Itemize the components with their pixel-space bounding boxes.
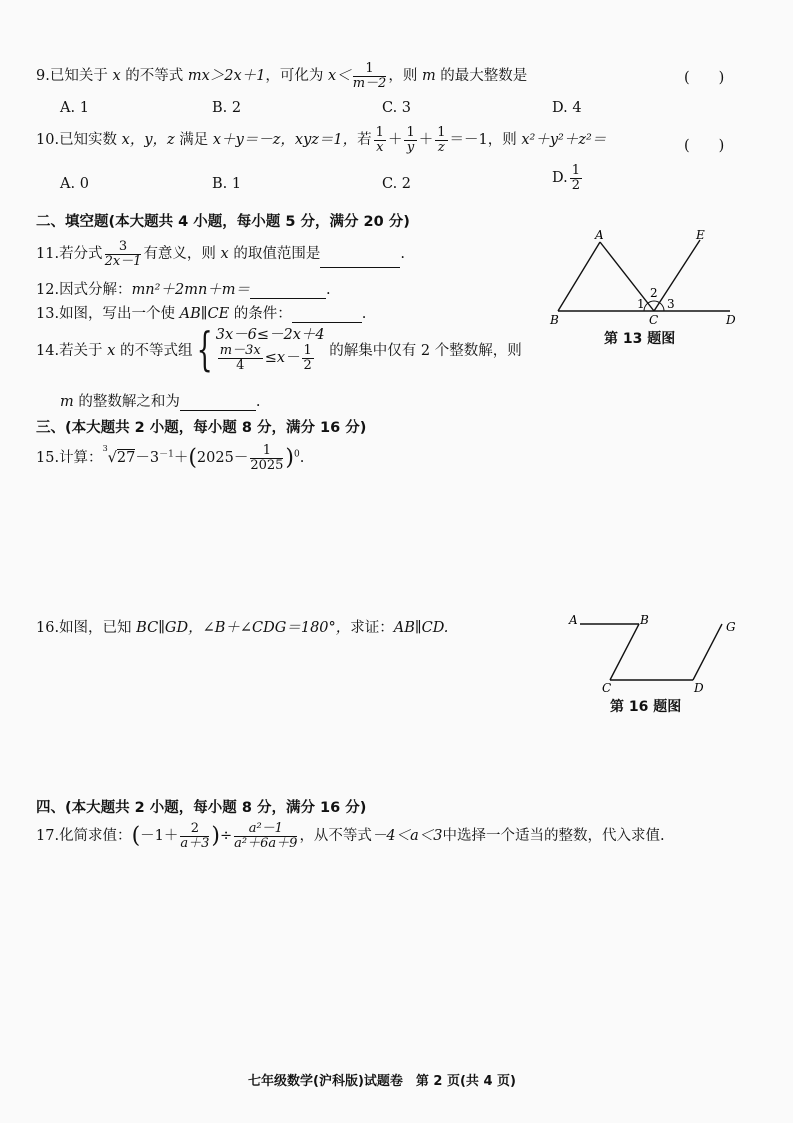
denominator: a＋3 — [180, 835, 210, 851]
section-heading: 四、(本大题共 2 小题，每小题 8 分，满分 16 分) — [36, 800, 367, 816]
figure-13-caption: 第 13 题图 — [604, 331, 676, 347]
fraction — [218, 344, 263, 372]
inequality-row-1: 3x－6≤－2x＋4 — [215, 327, 325, 343]
label-d: D — [726, 313, 736, 327]
expression: mn²＋2mn＋m＝ — [131, 282, 251, 298]
option-d[interactable] — [552, 164, 584, 192]
option-c[interactable]: C. 3 — [382, 100, 412, 116]
denominator: 2 — [571, 177, 580, 193]
exponent: －1 — [159, 449, 174, 460]
numerator: m－3x — [219, 343, 261, 359]
condition: x＋y＝－z，xyz＝1， — [212, 132, 358, 149]
label-b: B — [550, 313, 559, 327]
radical-icon: √ — [107, 450, 117, 467]
operator: ＋ — [387, 132, 403, 149]
section-heading: 三、(本大题共 2 小题，每小题 8 分，满分 16 分) — [36, 420, 367, 436]
question-17 — [36, 822, 665, 850]
expression: ≤x－ — [264, 350, 300, 367]
inequality: mx＞2x＋1 — [187, 68, 266, 85]
relation: AB∥CE — [179, 306, 230, 322]
question-text: ，可化为 — [265, 68, 324, 85]
denominator: 2 — [303, 357, 312, 373]
label-a: A — [569, 613, 578, 627]
angle-label-2: 2 — [650, 286, 658, 300]
question-11 — [36, 240, 405, 268]
question-text: 已知实数 — [59, 132, 118, 149]
numerator: 1 — [353, 62, 387, 77]
variable: m — [60, 394, 74, 410]
question-text: ，从不等式 — [299, 828, 372, 845]
fraction — [180, 822, 209, 850]
question-text: 的整数解之和为 — [78, 394, 180, 410]
paren: ) — [285, 445, 295, 471]
question-number: 14. — [36, 342, 60, 359]
left-brace: { — [197, 322, 214, 377]
denominator: x — [376, 139, 384, 155]
option-a[interactable]: A. 1 — [60, 100, 89, 116]
question-text: ＝－1，则 — [449, 132, 517, 149]
segment-ab — [558, 242, 600, 311]
question-text: 若分式 — [59, 246, 103, 263]
fraction — [250, 444, 283, 472]
answer-blank[interactable] — [180, 396, 256, 411]
question-14 — [36, 322, 522, 377]
question-text: 的取值范围是 — [233, 246, 321, 263]
expression: －1＋ — [140, 828, 179, 845]
numerator: 1 — [571, 163, 580, 178]
answer-paren[interactable]: ( ) — [684, 70, 725, 86]
question-10 — [36, 126, 606, 154]
radicand: 27 — [116, 450, 136, 467]
label-e: E — [696, 228, 705, 242]
question-number: 12. — [36, 282, 60, 298]
answer-blank[interactable] — [320, 253, 400, 268]
angle-label-1: 1 — [637, 297, 645, 311]
question-number: 10. — [36, 132, 60, 149]
question-12 — [36, 278, 331, 299]
numerator: 3 — [105, 240, 142, 255]
expression: －3 — [135, 450, 160, 467]
question-14-continued — [60, 390, 260, 411]
variable: x — [107, 342, 116, 359]
figure-16-caption: 第 16 题图 — [610, 699, 682, 715]
answer-paren[interactable]: ( ) — [684, 138, 725, 154]
figure-13 — [548, 226, 748, 328]
punctuation: . — [299, 450, 305, 467]
punctuation: . — [361, 306, 367, 322]
fraction — [234, 822, 297, 850]
label-a: A — [595, 228, 604, 242]
inequality-lhs: x＜ — [328, 68, 351, 85]
question-text: 求证： — [350, 620, 394, 636]
question-16 — [36, 616, 448, 637]
fraction — [105, 240, 142, 268]
paren: ( — [188, 445, 197, 471]
page-footer: 七年级数学(沪科版)试题卷 第 2 页(共 4 页) — [248, 1074, 516, 1089]
denominator: m－2 — [352, 75, 387, 91]
segment-bc — [610, 624, 639, 680]
question-text: 的条件： — [233, 306, 292, 322]
question-text: 因式分解： — [59, 282, 132, 298]
denominator: 4 — [236, 357, 245, 373]
denominator: 2025 — [250, 457, 284, 473]
angle-label-3: 3 — [667, 297, 675, 311]
numerator: 1 — [303, 343, 312, 359]
question-text: 若 — [357, 132, 372, 149]
denominator: z — [437, 139, 445, 155]
question-number: 13. — [36, 306, 60, 322]
option-b[interactable]: B. 1 — [212, 176, 242, 192]
question-text: 的不等式 — [125, 68, 184, 85]
root-index: 3 — [102, 444, 108, 453]
ray-ce — [654, 240, 700, 311]
label-c: C — [602, 681, 612, 695]
question-text: 中选择一个适当的整数，代入求值. — [442, 828, 665, 845]
question-text: 的解集中仅有 2 个整数解，则 — [329, 342, 522, 359]
figure-16 — [566, 612, 746, 696]
question-text: ，则 — [388, 68, 418, 85]
expression: 2025－ — [196, 450, 249, 467]
variables: x，y，z — [121, 132, 175, 149]
segment-ac — [600, 242, 654, 311]
variable: x — [112, 68, 121, 85]
numerator: 1 — [406, 125, 415, 140]
condition: BC∥GD，∠B＋∠CDG＝180°， — [136, 620, 351, 636]
option-d[interactable]: D. 4 — [552, 100, 582, 116]
option-a[interactable]: A. 0 — [60, 176, 89, 192]
punctuation: . — [400, 246, 405, 263]
fraction — [353, 62, 387, 90]
numerator: 1 — [250, 444, 283, 459]
fraction — [435, 126, 447, 154]
label-c: C — [649, 313, 659, 327]
operator: ＋ — [173, 450, 189, 467]
question-text: 如图，已知 — [59, 620, 132, 636]
fraction — [374, 126, 386, 154]
question-text: 化简求值： — [59, 828, 132, 845]
expression: x²＋y²＋z²＝ — [521, 132, 607, 149]
question-number: 11. — [36, 246, 60, 263]
punctuation: . — [326, 282, 331, 298]
inequality: －4＜a＜3 — [371, 828, 443, 845]
question-text: 有意义，则 — [143, 246, 216, 263]
answer-blank[interactable] — [250, 284, 326, 299]
operator: ＋ — [418, 132, 434, 149]
label-g: G — [726, 620, 736, 634]
denominator: 2x－1 — [104, 253, 142, 269]
question-text: 的不等式组 — [119, 342, 193, 359]
fraction — [404, 126, 416, 154]
punctuation: . — [255, 394, 261, 410]
option-b[interactable]: B. 2 — [212, 100, 242, 116]
segment-dg — [693, 624, 722, 680]
label-d: D — [694, 681, 704, 695]
option-letter: D. — [552, 170, 568, 187]
variable: m — [421, 68, 436, 85]
paren: ) — [211, 823, 221, 849]
answer-blank[interactable] — [292, 308, 362, 323]
question-9 — [36, 62, 527, 90]
paren: ( — [131, 823, 141, 849]
numerator: 2 — [180, 822, 209, 837]
question-number: 15. — [36, 450, 60, 467]
section-heading: 二、填空题(本大题共 4 小题，每小题 5 分，满分 20 分) — [36, 214, 410, 230]
question-text: 的最大整数是 — [440, 68, 528, 85]
question-15 — [36, 444, 304, 472]
question-text: 满足 — [179, 132, 209, 149]
fraction — [302, 344, 314, 372]
conclusion: AB∥CD. — [393, 620, 449, 636]
question-text: 如图，写出一个使 — [59, 306, 176, 322]
inequality-system — [216, 326, 325, 372]
option-c[interactable]: C. 2 — [382, 176, 412, 192]
question-text: 计算： — [59, 450, 103, 467]
denominator: y — [406, 139, 415, 155]
denominator: a²＋6a＋9 — [234, 835, 298, 851]
question-number: 17. — [36, 828, 60, 845]
numerator: 1 — [437, 125, 446, 140]
fraction — [570, 164, 582, 192]
question-number: 9. — [36, 68, 50, 85]
question-text: 若关于 — [59, 342, 103, 359]
label-b: B — [640, 613, 649, 627]
numerator: 1 — [375, 125, 384, 140]
exponent: 0 — [294, 449, 300, 460]
numerator: a²－1 — [234, 822, 297, 837]
question-text: 已知关于 — [49, 68, 108, 85]
operator: ÷ — [220, 828, 233, 845]
inequality-row-2 — [216, 344, 325, 372]
question-number: 16. — [36, 620, 60, 636]
variable: x — [220, 246, 229, 263]
question-13 — [36, 302, 366, 323]
